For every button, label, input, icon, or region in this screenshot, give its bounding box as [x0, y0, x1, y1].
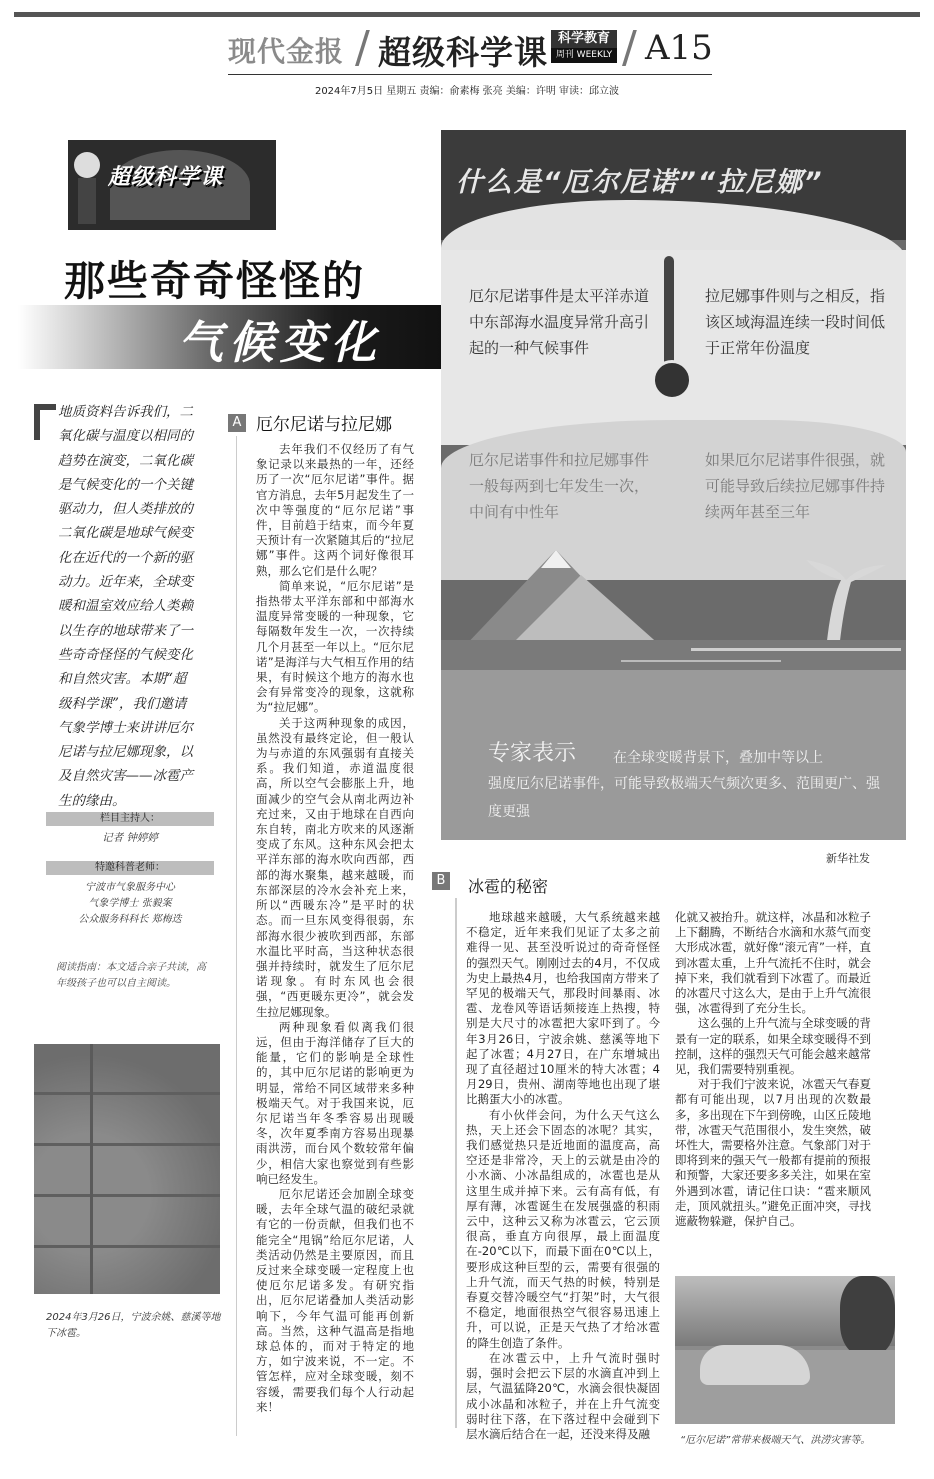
host-label: 栏目主持人： — [46, 812, 214, 826]
paragraph: 厄尔尼诺还会加剧全球变暖，去年全球气温的破纪录就有它的一份贡献，但我们也不能完全“甩锅”给厄尔尼诺，人类活动仍然是主要原因，而且反过来全球变暖一定程度上也使厄尔尼诺多发。有研究指出，厄尔尼诺叠加人类活动影响下，今年气温可能再创新高。当然，这种气温高是指地球总体的，而对于特定的地方，如宁波来说，不一定。不管怎样，应对全球变暖，刻不容缓，需要我们每个人行动起来！ — [256, 1186, 414, 1414]
hail-photo-texture — [34, 1044, 220, 1294]
column-divider — [455, 898, 457, 1428]
sea-line — [691, 648, 901, 651]
infographic-title: 什么是“厄尔尼诺”“拉尼娜” — [456, 167, 824, 198]
teacher-label: 特邀科普老师： — [46, 861, 214, 875]
thermometer-icon — [664, 256, 674, 374]
badge-top: 科学教育 — [551, 30, 617, 48]
la-nina-definition: 拉尼娜事件则与之相反，指该区域海温连续一段时间低于正常年份温度 — [705, 287, 886, 357]
paper-name: 现代金报 — [228, 35, 345, 68]
strength-text: 如果厄尔尼诺事件很强，就可能导致后续拉尼娜事件持续两年甚至三年 — [705, 451, 886, 521]
top-rule — [14, 12, 920, 17]
paragraph: 去年我们不仅经历了有气象记录以来最热的一年，还经历了一次“厄尔尼诺”事件。据官方消息，去年5月起发生了一次中等强度的“厄尔尼诺”事件，目前趋于结束，而今年夏天预计有一次紧随其后的“拉尼娜”事件。这两个词好像很耳熟，那么它们是什么呢？ — [256, 442, 414, 578]
expert-title: 专家表示 — [488, 741, 577, 766]
headline-line1: 那些奇奇怪怪的 — [64, 257, 365, 305]
tree-icon — [840, 1276, 895, 1356]
page-number: A15 — [645, 28, 713, 68]
sea-line — [621, 660, 781, 662]
hail-photo-seam — [90, 1044, 93, 1294]
teacher-line: 宁波市气象服务中心 — [85, 882, 175, 893]
paragraph: 有小伙伴会问，为什么天气这么热，天上还会下固态的冰呢？其实，我们感觉热只是近地面的温度高，高空还是非常冷，天上的云就是由冷的小水滴、小冰晶组成的，冰雹也是从这里生成并掉下来。云有高有低，有厚有薄，冰雹诞生在发展强盛的积雨云中，这种云又称为冰雹云，它云顶很高，垂直方向很厚，最上面温度在-20℃以下，而最下面在0℃以上，要形成这种巨型的云，需要有很强的上升气流，而天气热的时候，特别是春夏交替冷暖空气“打架”时，大气很不稳定，地面很热空气很容易迅速上升，可以说，正是天气热了才给冰雹的降生创造了条件。 — [466, 1107, 660, 1350]
scientist-icon — [74, 152, 100, 178]
masthead-slash: / — [622, 22, 637, 73]
badge-bottom: 周刊 WEEKLY — [551, 48, 617, 63]
paragraph: 化就又被抬升。就这样，冰晶和冰粒子上下翻腾，不断结合水滴和水蒸气而变大形成冰雹，就好像“滚元宵”一样，直到冰雹太重，上升气流托不住时，就会掉下来，我们就看到下冰雹了。而最近的冰雹尺寸这么大，是由于上升气流很强，冰雹得到了充分生长。 — [675, 910, 871, 1016]
column-divider — [236, 436, 237, 1436]
section-title: 超级科学课 — [378, 33, 548, 72]
reading-guide: 阅读指南：本文适合亲子共读，高年级孩子也可以自主阅读。 — [56, 962, 206, 989]
paragraph: 关于这两种现象的成因，虽然没有最终定论，但一般认为与赤道的东风强弱有直接关系。我们知道，赤道温度很高，所以空气会膨胀上升，地面减少的空气会从南北两边补充过来，又由于地球在自西向东自转，南北方吹来的风逐渐变成了东风。这种东风会把太平洋东部的海水吹向西部，西部的海水聚集，越来越暖，而东部深层的冷水会补充上来，所以“西暖东冷”是平时的状态。而一旦东风变得很弱，东部海水很少被吹到西部，东部水温比平时高，当这种状态很强并持续时，就发生了厄尔尼诺现象。有时东风也会很强，“西更暖东更冷”，就会发生拉尼娜现象。 — [256, 715, 414, 1019]
dateline: 2024年7月5日 星期五 责编：俞素梅 张亮 美编：许明 审读：邱立波 — [314, 86, 620, 97]
section-a-title: 厄尔尼诺与拉尼娜 — [256, 415, 392, 435]
intro-text: 地质资料告诉我们，二氧化碳与温度以相同的趋势在演变，二氧化碳是气候变化的一个关键驱动力，但人类排放的二氧化碳是地球气候变化在近代的一个新的驱动力。近年来，全球变暖和温室效应给人类赖以生存的地球带来了一些奇奇怪怪的气候变化和自然灾害。本期“超级科学课”，我们邀请气象学博士来讲讲厄尔尼诺与拉尼娜现象，以及自然灾害——冰雹产生的缘由。 — [58, 404, 193, 809]
host-name: 记者 钟婷婷 — [102, 832, 158, 844]
headline-line2: 气候变化 — [178, 316, 383, 369]
expert-body-1: 在全球变暖背景下，叠加中等以上 — [613, 750, 823, 766]
expert-body-2: 强度厄尔尼诺事件，可能导致极端天气频次更多、范围更广、强度更强 — [488, 776, 880, 820]
intro-bracket — [34, 404, 56, 440]
frequency-text: 厄尔尼诺事件和拉尼娜事件一般每两到七年发生一次，中间有中性年 — [469, 451, 650, 521]
thermometer-bulb — [652, 360, 692, 400]
hail-photo-caption: 2024年3月26日，宁波余姚、慈溪等地下冰雹。 — [46, 1312, 221, 1339]
el-nino-definition: 厄尔尼诺事件是太平洋赤道中东部海水温度异常升高引起的一种气候事件 — [469, 287, 650, 357]
paragraph: 地球越来越暖，大气系统越来越不稳定，近年来我们见证了太多之前难得一见、甚至没听说过的奇奇怪怪的强烈天气。刚刚过去的4月，不仅成为史上最热4月，也给我国南方带来了罕见的极端天气，那段时间暴雨、冰雹、龙卷风等语话频接连上热搜，特别是大尺寸的冰雹把大家吓到了。今年3月26日，宁波余姚、慈溪等地下起了冰雹；4月27日，在广东增城出现了直径超过10厘米的特大冰雹；4月29日，贵州、湖南等地也出现了堪比鹅蛋大小的冰雹。 — [466, 910, 660, 1107]
paragraph: 对于我们宁波来说，冰雹天气春夏都有可能出现，以7月出现的次数最多，多出现在下午到傍晚，山区丘陵地带，冰雹天气范围很小，发生突然，破坏性大，需要格外注意。气象部门对于即将到来的强天气一般都有提前的预报和预警，大家还要多多关注，如果在室外遇到冰雹，请记住口诀：“雹来顺风走，顶风就扭头。”避免正面冲突，寻找遮蔽物躲避，保护自己。 — [675, 1077, 871, 1229]
section-b-col1 — [466, 910, 660, 1442]
paragraph: 这么强的上升气流与全球变暖的背景有一定的联系，如果全球变暖得不到控制，这样的强烈天气可能会越来越常见，我们需要特别重视。 — [675, 1016, 871, 1077]
scientist-body — [78, 178, 96, 224]
masthead-slash: / — [355, 22, 370, 73]
car-icon — [700, 1345, 810, 1385]
teacher-info — [46, 880, 214, 928]
mountain-snow — [541, 550, 571, 568]
flood-photo-caption: “厄尔尼诺”常带来极端天气、洪涝灾害等。 — [680, 1435, 871, 1446]
logo-text: 超级科学课 — [108, 165, 224, 190]
whale-tail-icon — [806, 560, 886, 650]
teacher-line: 气象学博士 张毅案 — [88, 898, 172, 909]
section-a-body — [256, 442, 414, 1415]
paragraph: 在冰雹云中，上升气流时强时弱，强时会把云下层的水滴直冲到上层，气温猛降20℃，水滴会很快凝固成小冰晶和冰粒子，并在上升气流变弱时往下落，在下落过程中会碰到下层水滴后结合在一起，还没来得及融 — [466, 1350, 660, 1441]
paragraph: 两种现象看似离我们很远，但由于海洋储存了巨大的能量，它们的影响是全球性的，其中厄尔尼诺的影响更为明显，常给不同区域带来多种极端天气。对于我国来说，厄尔尼诺当年冬季容易出现暖冬，次年夏季南方容易出现暴雨洪涝，而台风个数较常年偏少，相信大家也察觉到有些影响已经发生。 — [256, 1019, 414, 1186]
photo-credit: 新华社发 — [826, 852, 870, 865]
section-b-col2 — [675, 910, 871, 1229]
teacher-line: 公众服务科科长 郑梅迭 — [78, 914, 182, 925]
section-b-title: 冰雹的秘密 — [468, 877, 549, 896]
section-a-badge: A — [228, 414, 246, 432]
paragraph: 简单来说，“厄尔尼诺”是指热带太平洋东部和中部海水温度异常变暖的一种现象，它每隔数年发生一次，一次持续几个月甚至一年以上。“厄尔尼诺”是海洋与大气相互作用的结果，有时候这个地方的海水也会有异常变冷的现象，这就称为“拉尼娜”。 — [256, 578, 414, 715]
masthead-rule — [228, 74, 712, 75]
section-b-badge: B — [432, 872, 450, 890]
